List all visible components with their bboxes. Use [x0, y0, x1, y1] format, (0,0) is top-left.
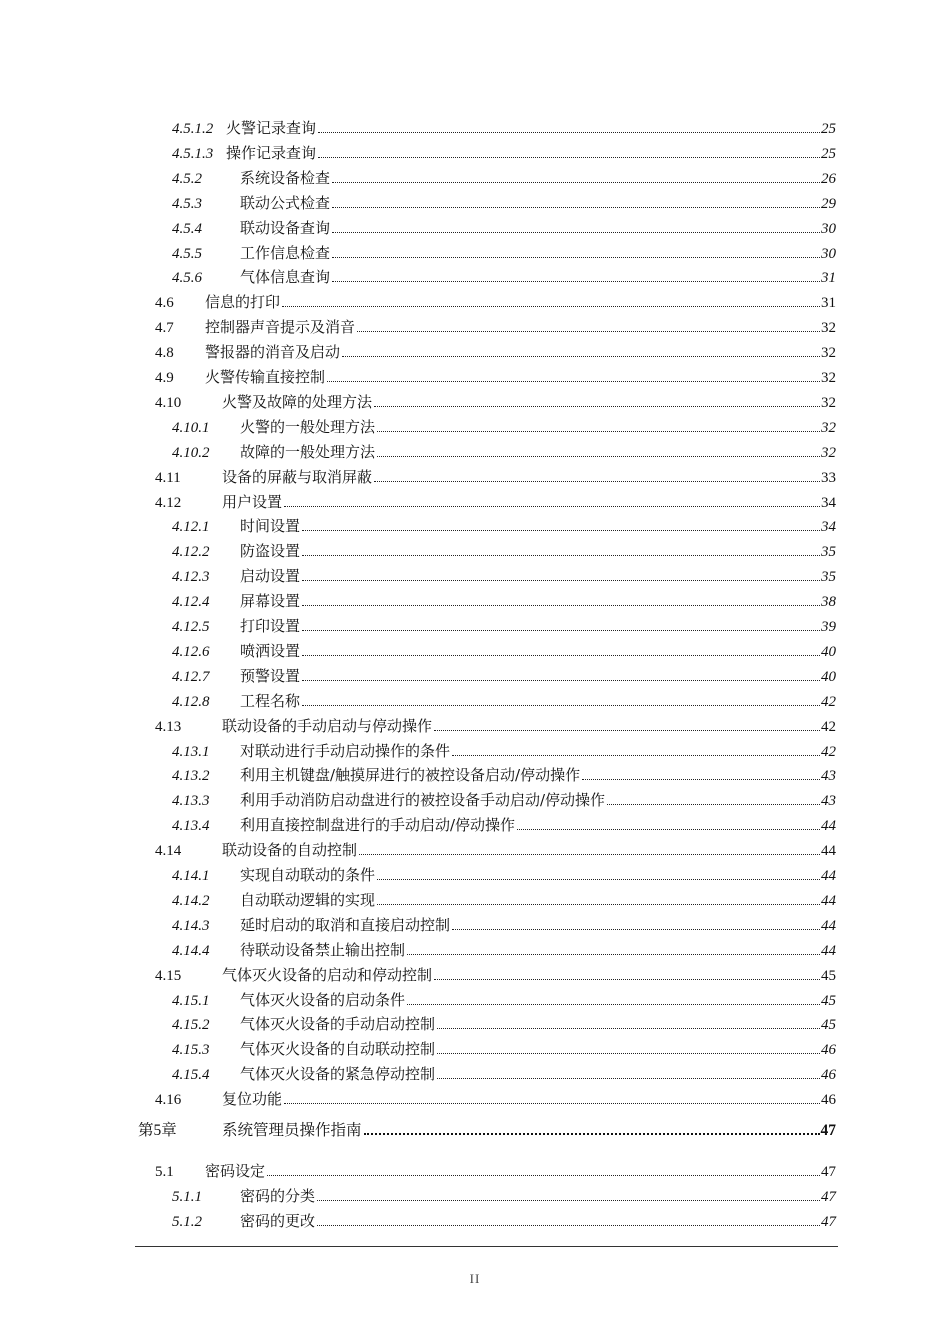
toc-dot-leader: [318, 156, 820, 158]
toc-entry-number: 4.13: [155, 718, 182, 735]
toc-dot-leader: [377, 455, 820, 457]
toc-entry-page: 45: [821, 1017, 836, 1034]
toc-dot-leader: [452, 928, 820, 930]
toc-dot-leader: [434, 729, 820, 731]
toc-entry[interactable]: [172, 1186, 836, 1206]
toc-entry-title: 火警记录查询: [226, 119, 317, 137]
toc-dot-leader: [607, 803, 820, 805]
toc-dot-leader: [437, 1077, 820, 1079]
toc-entry-page: 39: [821, 619, 836, 635]
toc-entry-number: 4.5.3: [172, 195, 202, 212]
toc-entry-number: 4.15: [155, 967, 182, 984]
toc-entry[interactable]: [155, 392, 836, 412]
toc-dot-leader: [284, 505, 820, 507]
toc-entry[interactable]: [172, 1211, 836, 1231]
toc-entry[interactable]: [155, 492, 836, 512]
toc-entry-page: 45: [821, 992, 836, 1009]
toc-entry[interactable]: [172, 865, 836, 885]
toc-entry-page: 31: [821, 295, 836, 312]
toc-dot-leader: [437, 1027, 820, 1029]
toc-entry[interactable]: [172, 940, 836, 960]
toc-dot-leader: [302, 554, 820, 556]
toc-entry-number: 4.15.1: [172, 992, 210, 1009]
toc-dot-leader: [407, 1003, 820, 1005]
toc-entry-number: 4.15.4: [172, 1067, 210, 1084]
toc-entry[interactable]: [172, 691, 836, 711]
toc-entry-number: 4.14.1: [172, 868, 210, 884]
toc-entry-title: 利用手动消防启动盘进行的被控设备手动启动/停动操作: [240, 791, 606, 810]
toc-entry[interactable]: [172, 267, 836, 287]
toc-entry-number: 4.15.3: [172, 1042, 210, 1059]
toc-entry-title: 气体灭火设备的紧急停动控制: [240, 1065, 436, 1084]
toc-dot-leader: [377, 903, 820, 905]
toc-entry-page: 43: [821, 793, 836, 810]
toc-entry-page: 38: [821, 594, 836, 611]
toc-dot-leader: [582, 778, 820, 780]
footer-rule: [135, 1246, 838, 1247]
toc-entry-number: 4.15.2: [172, 1017, 210, 1034]
toc-entry-title: 利用主机键盘/触摸屏进行的被控设备启动/停动操作: [240, 766, 581, 785]
toc-entry[interactable]: [155, 317, 836, 337]
toc-dot-leader: [377, 430, 820, 432]
toc-entry-title: 喷洒设置: [240, 641, 301, 660]
toc-entry-page: 42: [821, 743, 836, 760]
toc-entry-number: 5.1.2: [172, 1213, 202, 1230]
toc-dot-leader: [437, 1052, 820, 1054]
toc-entry[interactable]: [172, 815, 836, 835]
toc-entry-title: 火警传输直接控制: [205, 368, 326, 386]
toc-entry-title: 气体信息查询: [240, 268, 331, 287]
toc-entry-page: 32: [821, 320, 836, 337]
toc-entry-page: 32: [821, 419, 836, 436]
toc-entry-page: 45: [821, 967, 836, 984]
toc-dot-leader: [364, 1132, 820, 1135]
toc-entry[interactable]: [155, 965, 836, 985]
toc-entry-page: 42: [821, 718, 836, 735]
toc-dot-leader: [302, 629, 820, 631]
toc-entry-number: 4.14.4: [172, 942, 210, 959]
toc-dot-leader: [317, 1224, 820, 1226]
toc-entry-number: 4.11: [155, 469, 181, 486]
toc-entry[interactable]: [155, 292, 836, 312]
toc-entry-title: 密码设定: [205, 1162, 266, 1180]
toc-entry-title: 火警及故障的处理方法: [222, 392, 373, 411]
toc-entry-page: 26: [821, 170, 836, 187]
toc-dot-leader: [302, 579, 820, 581]
toc-dot-leader: [282, 305, 820, 307]
toc-entry-number: 4.10.1: [172, 419, 210, 436]
toc-dot-leader: [332, 206, 820, 208]
toc-entry-number: 4.13.4: [172, 818, 210, 835]
toc-entry-title: 火警的一般处理方法: [240, 417, 376, 436]
toc-dot-leader: [332, 231, 820, 233]
toc-entry-page: 25: [821, 145, 836, 162]
toc-entry-title: 联动公式检查: [240, 193, 331, 212]
toc-entry-title: 打印设置: [240, 617, 301, 635]
toc-dot-leader: [302, 679, 820, 681]
toc-dot-leader: [359, 853, 820, 855]
toc-entry-title: 实现自动联动的条件: [240, 866, 376, 884]
toc-entry[interactable]: [172, 591, 836, 611]
toc-entry-number: 4.12.3: [172, 569, 210, 586]
toc-entry-number: 4.14.2: [172, 892, 210, 909]
toc-entry-page: 44: [821, 818, 836, 835]
toc-entry-number: 4.13.2: [172, 768, 210, 785]
toc-dot-leader: [332, 256, 820, 258]
toc-entry-number: 4.12.5: [172, 619, 210, 635]
toc-entry[interactable]: [155, 1089, 836, 1109]
toc-entry-title: 对联动进行手动启动操作的条件: [240, 741, 451, 760]
toc-entry-page: 47: [821, 1164, 836, 1180]
toc-entry-page: 44: [821, 942, 836, 959]
toc-entry-title: 预警设置: [240, 666, 301, 685]
toc-entry-number: 4.6: [155, 295, 174, 312]
toc-entry-number: 4.16: [155, 1092, 182, 1109]
toc-entry-title: 密码的更改: [240, 1211, 316, 1230]
toc-entry-number: 5.1.1: [172, 1188, 202, 1205]
toc-dot-leader: [377, 878, 820, 880]
toc-entry-page: 47: [821, 1213, 836, 1230]
toc-dot-leader: [332, 181, 820, 183]
toc-entry-page: 42: [821, 693, 836, 710]
toc-dot-leader: [317, 1199, 820, 1201]
toc-entry-page: 33: [821, 469, 836, 486]
toc-entry-title: 设备的屏蔽与取消屏蔽: [222, 467, 373, 486]
toc-entry-title: 联动设备的自动控制: [222, 841, 358, 860]
toc-entry-number: 4.13.3: [172, 793, 210, 810]
toc-dot-leader: [302, 604, 820, 606]
toc-entry-number: 4.10.2: [172, 444, 210, 461]
toc-entry-page: 32: [821, 370, 836, 386]
toc-entry[interactable]: [172, 417, 836, 437]
toc-entry-title: 操作记录查询: [226, 143, 317, 162]
toc-entry[interactable]: [155, 467, 836, 487]
toc-entry-number: 4.5.1.2: [172, 121, 214, 137]
toc-entry-title: 用户设置: [222, 492, 283, 511]
toc-entry-title: 警报器的消音及启动: [205, 343, 341, 362]
toc-entry[interactable]: [172, 990, 836, 1010]
toc-entry[interactable]: [155, 342, 836, 362]
toc-entry[interactable]: [155, 1161, 836, 1181]
toc-entry-title: 工作信息检查: [240, 243, 331, 262]
toc-entry-number: 4.5.6: [172, 270, 202, 287]
toc-entry[interactable]: [172, 666, 836, 686]
toc-entry-number: 4.8: [155, 345, 174, 362]
toc-entry-title: 气体灭火设备的手动启动控制: [240, 1015, 436, 1034]
toc-entry-title: 密码的分类: [240, 1186, 316, 1205]
toc-entry-number: 4.12.8: [172, 693, 210, 710]
toc-entry-page: 35: [821, 544, 836, 561]
toc-entry-number: 4.12.7: [172, 668, 210, 685]
toc-entry-title: 信息的打印: [205, 293, 281, 312]
toc-entry-page: 32: [821, 444, 836, 461]
toc-entry-number: 4.5.1.3: [172, 145, 214, 162]
toc-entry[interactable]: [172, 915, 836, 935]
footer-page-number: II: [469, 1271, 481, 1286]
toc-entry-number: 4.7: [155, 320, 174, 337]
toc-entry-page: 40: [821, 643, 836, 660]
toc-entry-title: 屏幕设置: [240, 592, 301, 611]
toc-entry-page: 43: [821, 768, 836, 785]
toc-entry-number: 4.12.4: [172, 594, 210, 611]
toc-entry-page: 34: [821, 519, 836, 536]
toc-dot-leader: [407, 953, 820, 955]
toc-dot-leader: [284, 1102, 820, 1104]
toc-entry[interactable]: [172, 890, 836, 910]
toc-entry-page: 40: [821, 668, 836, 685]
toc-entry-number: 4.14.3: [172, 917, 210, 934]
toc-dot-leader: [302, 654, 820, 656]
toc-entry-page: 31: [821, 270, 836, 287]
toc-entry[interactable]: [172, 541, 836, 561]
toc-entry-number: 4.12: [155, 494, 182, 511]
toc-entry-title: 启动设置: [240, 567, 301, 586]
toc-entry-page: 44: [821, 917, 836, 934]
toc-dot-leader: [332, 280, 820, 282]
toc-entry-title: 工程名称: [240, 691, 301, 710]
toc-entry[interactable]: [155, 367, 836, 387]
toc-entry-title: 待联动设备禁止输出控制: [240, 940, 406, 959]
toc-entry[interactable]: [172, 566, 836, 586]
toc-entry[interactable]: [172, 143, 836, 163]
toc-entry-page: 30: [821, 245, 836, 262]
toc-dot-leader: [374, 480, 820, 482]
toc-entry-number: 4.5.2: [172, 170, 202, 187]
toc-dot-leader: [318, 131, 820, 133]
toc-entry-title: 防盗设置: [240, 542, 301, 561]
toc-entry-number: 4.9: [155, 370, 174, 386]
toc-entry[interactable]: [172, 118, 836, 138]
toc-dot-leader: [374, 405, 820, 407]
toc-entry-number: 4.14: [155, 843, 182, 860]
toc-dot-leader: [327, 380, 820, 382]
toc-entry-page: 34: [821, 494, 836, 511]
toc-entry-page: 32: [821, 394, 836, 411]
toc-entry-number: 5.1: [155, 1164, 174, 1180]
toc-entry-title: 联动设备查询: [240, 218, 331, 237]
toc-entry[interactable]: [155, 716, 836, 736]
toc-dot-leader: [302, 529, 820, 531]
toc-entry-title: 复位功能: [222, 1090, 283, 1109]
toc-entry-page: 25: [821, 121, 836, 137]
toc-entry-title: 气体灭火设备的启动和停动控制: [222, 965, 433, 984]
toc-entry-title: 系统管理员操作指南: [222, 1121, 362, 1139]
toc-entry-title: 故障的一般处理方法: [240, 442, 376, 461]
toc-entry-page: 44: [821, 843, 836, 860]
toc-entry-page: 47: [821, 1188, 836, 1205]
toc-entry[interactable]: [172, 765, 836, 785]
toc-dot-leader: [357, 330, 820, 332]
toc-entry[interactable]: [172, 218, 836, 238]
toc-entry-title: 时间设置: [240, 517, 301, 536]
toc-dot-leader: [302, 704, 820, 706]
toc-entry[interactable]: [172, 442, 836, 462]
toc-entry[interactable]: [172, 741, 836, 761]
toc-entry-number: 第5章: [138, 1122, 177, 1139]
toc-entry-title: 自动联动逻辑的实现: [240, 890, 376, 909]
toc-dot-leader: [434, 978, 820, 980]
toc-entry-number: 4.5.4: [172, 220, 202, 237]
toc-entry-title: 延时启动的取消和直接启动控制: [240, 915, 451, 934]
toc-entry-number: 4.13.1: [172, 743, 210, 760]
toc-entry-title: 系统设备检查: [240, 168, 331, 187]
toc-entry-title: 气体灭火设备的自动联动控制: [240, 1040, 436, 1059]
toc-entry-number: 4.12.6: [172, 643, 210, 660]
toc-dot-leader: [267, 1174, 820, 1176]
toc-entry-title: 联动设备的手动启动与停动操作: [222, 716, 433, 735]
toc-entry-title: 利用直接控制盘进行的手动启动/停动操作: [240, 816, 516, 835]
toc-entry[interactable]: [172, 516, 836, 536]
toc-entry[interactable]: [172, 243, 836, 263]
toc-entry-number: 4.10: [155, 394, 182, 411]
toc-entry-title: 控制器声音提示及消音: [205, 318, 356, 337]
toc-entry-page: 30: [821, 220, 836, 237]
toc-entry[interactable]: [138, 1120, 836, 1140]
toc-entry-page: 44: [821, 892, 836, 909]
toc-dot-leader: [342, 355, 820, 357]
toc-entry-page: 32: [821, 345, 836, 362]
toc-entry-page: 47: [820, 1122, 836, 1139]
toc-entry-page: 29: [821, 195, 836, 212]
toc-entry-page: 46: [821, 1067, 836, 1084]
toc-entry[interactable]: [172, 1014, 836, 1034]
toc-entry-page: 46: [821, 1092, 836, 1109]
toc-entry-number: 4.5.5: [172, 245, 202, 262]
toc-entry-title: 气体灭火设备的启动条件: [240, 990, 406, 1009]
toc-entry[interactable]: [172, 1064, 836, 1084]
toc-entry-number: 4.12.1: [172, 519, 210, 536]
toc-entry-number: 4.12.2: [172, 544, 210, 561]
toc-entry[interactable]: [172, 1039, 836, 1059]
toc-entry[interactable]: [172, 168, 836, 188]
toc-entry-page: 35: [821, 569, 836, 586]
toc-entry-page: 44: [821, 868, 836, 884]
toc-entry[interactable]: [155, 840, 836, 860]
toc-dot-leader: [517, 828, 820, 830]
toc-entry[interactable]: [172, 790, 836, 810]
toc-entry-page: 46: [821, 1042, 836, 1059]
toc-entry[interactable]: [172, 193, 836, 213]
toc-entry[interactable]: [172, 641, 836, 661]
toc-dot-leader: [452, 754, 820, 756]
toc-entry[interactable]: [172, 616, 836, 636]
